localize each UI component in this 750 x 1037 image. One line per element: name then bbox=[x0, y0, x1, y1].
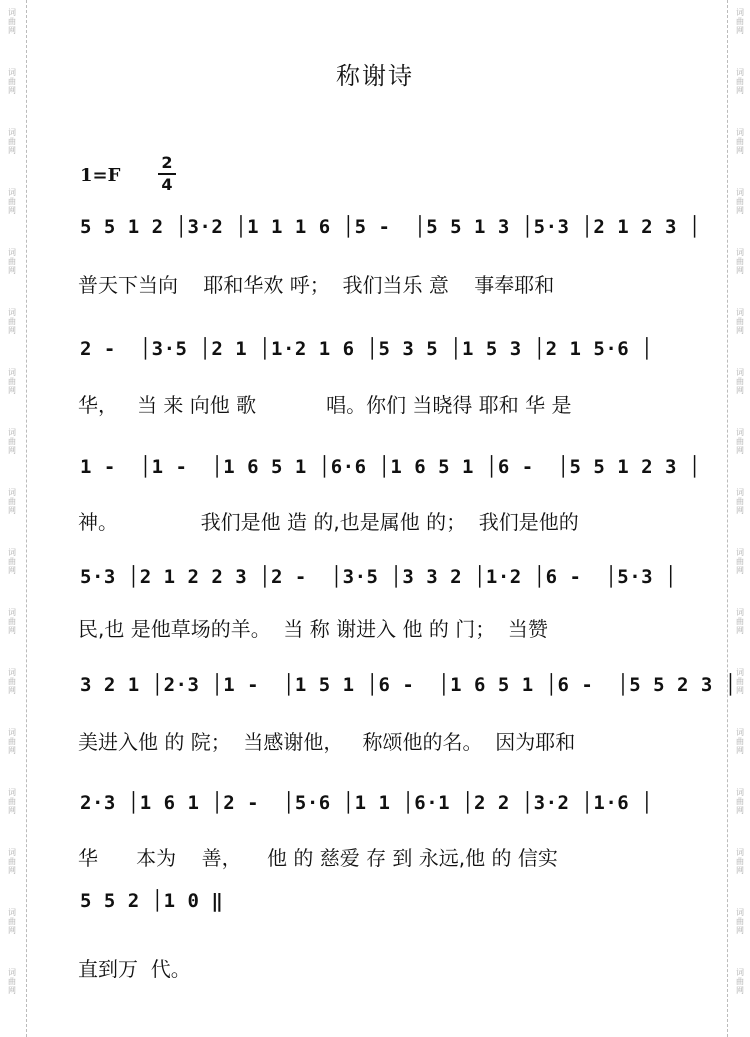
lyric-row-2: 华， 当 来 向他 歌 唱。你们 当晓得 耶和 华 是 bbox=[78, 393, 572, 417]
right-watermark-column bbox=[727, 0, 750, 1037]
watermark-mark: 词 曲 网 bbox=[736, 548, 744, 575]
watermark-mark: 词 曲 网 bbox=[736, 908, 744, 935]
notation-row-5: 3 2 1 │2·3 │1 - │1 5 1 │6 - │1 6 5 1 │6 - │5 5 2 3 │ bbox=[80, 674, 737, 696]
lyric-row-3: 神。 我们是他 造 的,也是属他 的； 我们是他的 bbox=[78, 510, 579, 534]
watermark-mark: 词 曲 网 bbox=[736, 968, 744, 995]
watermark-mark: 词 曲 网 bbox=[8, 908, 16, 935]
lyric-row-4: 民,也 是他草场的羊。 当 称 谢进入 他 的 门； 当赞 bbox=[78, 617, 548, 641]
song-title: 称谢诗 bbox=[336, 62, 414, 90]
watermark-mark: 词 曲 网 bbox=[736, 248, 744, 275]
watermark-mark: 词 曲 网 bbox=[736, 8, 744, 35]
watermark-mark: 词 曲 网 bbox=[736, 308, 744, 335]
key-signature: 1=F bbox=[80, 165, 121, 186]
watermark-mark: 词 曲 网 bbox=[736, 728, 744, 755]
time-signature-top: 2 bbox=[161, 153, 173, 172]
watermark-mark: 词 曲 网 bbox=[736, 788, 744, 815]
watermark-mark: 词 曲 网 bbox=[736, 128, 744, 155]
notation-row-6: 2·3 │1 6 1 │2 - │5·6 │1 1 │6·1 │2 2 │3·2 │1·6 │ bbox=[80, 792, 654, 814]
watermark-mark: 词 曲 网 bbox=[736, 368, 744, 395]
watermark-mark: 词 曲 网 bbox=[8, 308, 16, 335]
watermark-mark: 词 曲 网 bbox=[8, 368, 16, 395]
notation-row-1: 5 5 1 2 │3·2 │1 1 1 6 │5 - │5 5 1 3 │5·3 │2 1 2 3 │ bbox=[80, 216, 701, 238]
notation-row-7: 5 5 2 │1 0 ‖ bbox=[80, 890, 224, 912]
watermark-mark: 词 曲 网 bbox=[736, 608, 744, 635]
lyric-row-5: 美进入他 的 院； 当感谢他， 称颂他的名。 因为耶和 bbox=[78, 730, 576, 754]
watermark-mark: 词 曲 网 bbox=[8, 488, 16, 515]
watermark-mark: 词 曲 网 bbox=[8, 248, 16, 275]
notation-row-3: 1 - │1 - │1 6 5 1 │6·6 │1 6 5 1 │6 - │5 5 1 2 3 │ bbox=[80, 456, 701, 478]
watermark-mark: 词 曲 网 bbox=[736, 668, 744, 695]
watermark-mark: 词 曲 网 bbox=[8, 188, 16, 215]
watermark-mark: 词 曲 网 bbox=[8, 68, 16, 95]
lyric-row-7: 直到万 代。 bbox=[78, 957, 191, 981]
watermark-mark: 词 曲 网 bbox=[736, 488, 744, 515]
watermark-mark: 词 曲 网 bbox=[8, 668, 16, 695]
watermark-mark: 词 曲 网 bbox=[8, 848, 16, 875]
watermark-mark: 词 曲 网 bbox=[8, 788, 16, 815]
watermark-mark: 词 曲 网 bbox=[8, 428, 16, 455]
time-signature-bottom: 4 bbox=[161, 175, 173, 194]
notation-row-4: 5·3 │2 1 2 2 3 │2 - │3·5 │3 3 2 │1·2 │6 - │5·3 │ bbox=[80, 566, 677, 588]
left-watermark-column bbox=[0, 0, 27, 1037]
watermark-mark: 词 曲 网 bbox=[8, 608, 16, 635]
watermark-mark: 词 曲 网 bbox=[736, 188, 744, 215]
watermark-mark: 词 曲 网 bbox=[736, 848, 744, 875]
watermark-mark: 词 曲 网 bbox=[8, 128, 16, 155]
watermark-mark: 词 曲 网 bbox=[8, 968, 16, 995]
lyric-row-6: 华 本为 善， 他 的 慈爱 存 到 永远,他 的 信实 bbox=[78, 846, 558, 870]
time-signature bbox=[158, 154, 176, 194]
watermark-mark: 词 曲 网 bbox=[8, 728, 16, 755]
notation-row-2: 2 - │3·5 │2 1 │1·2 1 6 │5 3 5 │1 5 3 │2 1 5·6 │ bbox=[80, 338, 654, 360]
lyric-row-1: 普天下当向 耶和华欢 呼； 我们当乐 意 事奉耶和 bbox=[78, 273, 555, 297]
watermark-mark: 词 曲 网 bbox=[736, 68, 744, 95]
watermark-mark: 词 曲 网 bbox=[8, 548, 16, 575]
watermark-mark: 词 曲 网 bbox=[736, 428, 744, 455]
watermark-mark: 词 曲 网 bbox=[8, 8, 16, 35]
